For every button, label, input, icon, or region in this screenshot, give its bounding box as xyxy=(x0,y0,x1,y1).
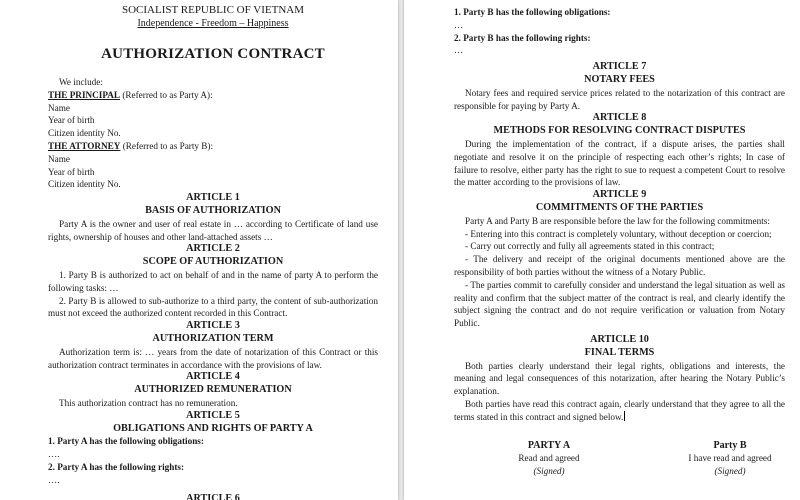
article-4-title: AUTHORIZED REMUNERATION xyxy=(134,384,292,396)
attorney-heading xyxy=(48,140,378,153)
article-1-text: Party A is the owner and user of real estate in … according to Certificate of land use rights, ownership of houses and other land-attached assets … xyxy=(48,218,378,242)
national-motto: Independence - Freedom – Happiness xyxy=(137,18,289,29)
party-b-signature-label: Party B xyxy=(713,439,747,451)
article-6-number: ARTICLE 6 xyxy=(186,492,240,500)
party-a-signature xyxy=(494,440,604,478)
commitment-item: - Entering into this contract is completely voluntary, without deception or coercion; xyxy=(465,228,772,239)
party-a-signed-mark: (Signed) xyxy=(533,466,565,477)
article-8-number: ARTICLE 8 xyxy=(592,112,647,124)
party-b-birth-field: Year of birth xyxy=(48,166,95,177)
principal-heading xyxy=(48,89,378,102)
article-8-text: During the implementation of the contract, if a dispute arises, the parties shall negotiate and resolve it on the principle of respecting each other’s rights; In case of failure to resolve, either party has the right to sue to request a competent Court to resolve the matter according to the provisions of law. xyxy=(454,138,785,188)
article-9-title: COMMITMENTS OF THE PARTIES xyxy=(535,201,704,213)
party-b-name-field: Name xyxy=(48,153,70,164)
article-10-paragraph-2 xyxy=(454,398,785,424)
article-2-clause-1: 1. Party B is authorized to act on behalf of and in the name of party A to perform the following tasks: … xyxy=(48,269,378,293)
principal-label: THE PRINCIPAL xyxy=(48,89,121,100)
attorney-reference: (Referred to as Party B): xyxy=(120,140,214,151)
article-7-title: NOTARY FEES xyxy=(584,73,655,85)
article-3-number: ARTICLE 3 xyxy=(186,320,240,332)
national-header: SOCIALIST REPUBLIC OF VIETNAM xyxy=(121,4,305,16)
party-b-agreement-line: I have read and agreed xyxy=(688,453,772,464)
article-9-number: ARTICLE 9 xyxy=(592,189,647,201)
article-2-clause-2: 2. Party B is allowed to sub-authorize to a third party, the content of sub-authorization must not exceed the authorized content recorded in this Contract. xyxy=(48,295,378,319)
signature-block xyxy=(454,440,785,478)
party-b-signature xyxy=(675,440,785,478)
party-b-rights-placeholder: … xyxy=(454,45,464,56)
party-a-obligations-heading: 1. Party A has the following obligations: xyxy=(48,436,204,447)
party-a-agreement-line: Read and agreed xyxy=(518,453,580,464)
article-4-text: This authorization contract has no remuneration. xyxy=(59,397,238,408)
article-9-intro: Party A and Party B are responsible before the law for the following commitments: xyxy=(465,215,770,226)
commitment-item: - The parties commit to carefully consider and understand the legal situation as well as reality and confirm that the subject matter of the contract is real, and clearly identify the subject signing the contract and do not require verification or valuation from Notary Public. xyxy=(454,279,785,329)
article-4-number: ARTICLE 4 xyxy=(186,371,240,383)
article-5-number: ARTICLE 5 xyxy=(186,409,240,421)
article-3-text: Authorization term is: … years from the date of notarization of this Contract or this authorization contract terminates in accordance with the provisions of law. xyxy=(48,346,378,370)
article-2-title: SCOPE OF AUTHORIZATION xyxy=(142,256,284,268)
article-10-title: FINAL TERMS xyxy=(584,346,655,358)
article-8-title: METHODS FOR RESOLVING CONTRACT DISPUTES xyxy=(493,125,746,137)
article-10-paragraph-1: Both parties clearly understand their legal rights, obligations and interests, the meaning and legal consequences of this notarization, after hearing the Notary Public’s explanation. xyxy=(454,360,785,397)
article-1-title: BASIS OF AUTHORIZATION xyxy=(145,204,281,216)
we-include-line: We include: xyxy=(59,77,103,87)
article-1-number: ARTICLE 1 xyxy=(186,192,240,204)
party-a-rights-heading: 2. Party A has the following rights: xyxy=(48,461,185,472)
document-title: AUTHORIZATION CONTRACT xyxy=(101,46,325,62)
party-a-id-field: Citizen identity No. xyxy=(48,128,121,139)
party-b-id-field: Citizen identity No. xyxy=(48,179,121,190)
party-b-obligations-placeholder: … xyxy=(454,19,464,30)
commitment-item: - The delivery and receipt of the original documents mentioned above are the responsibility of both parties without the witness of a Notary Public. xyxy=(454,254,785,277)
article-5-title: OBLIGATIONS AND RIGHTS OF PARTY A xyxy=(113,422,313,434)
article-10-number: ARTICLE 10 xyxy=(590,333,649,345)
article-7-number: ARTICLE 7 xyxy=(592,61,647,73)
article-7-text: Notary fees and required service prices related to the notarization of this contract are responsible for paying by Party A. xyxy=(454,87,785,111)
attorney-label: THE ATTORNEY xyxy=(48,140,121,151)
commitment-item: - Carry out correctly and fully all agreements stated in this contract; xyxy=(465,241,715,252)
party-a-obligations-placeholder: …. xyxy=(48,449,60,460)
party-b-obligations-heading: 1. Party B has the following obligations: xyxy=(454,7,611,17)
text-cursor xyxy=(624,411,625,421)
article-2-number: ARTICLE 2 xyxy=(186,243,240,255)
party-a-birth-field: Year of birth xyxy=(48,115,95,126)
party-b-rights-heading: 2. Party B has the following rights: xyxy=(454,32,591,43)
article-3-title: AUTHORIZATION TERM xyxy=(152,332,274,344)
party-a-rights-placeholder: …. xyxy=(48,474,60,485)
party-a-signature-label: PARTY A xyxy=(527,439,571,451)
party-a-name-field: Name xyxy=(48,102,70,113)
document-page-right xyxy=(404,0,800,500)
document-page-left xyxy=(0,0,398,500)
party-b-signed-mark: (Signed) xyxy=(714,466,746,477)
principal-reference: (Referred to as Party A): xyxy=(120,89,213,100)
article-10-paragraph-2-text: Both parties have read this contract again, clearly understand that they agree to all the terms stated in this contract and signed below. xyxy=(454,398,785,422)
